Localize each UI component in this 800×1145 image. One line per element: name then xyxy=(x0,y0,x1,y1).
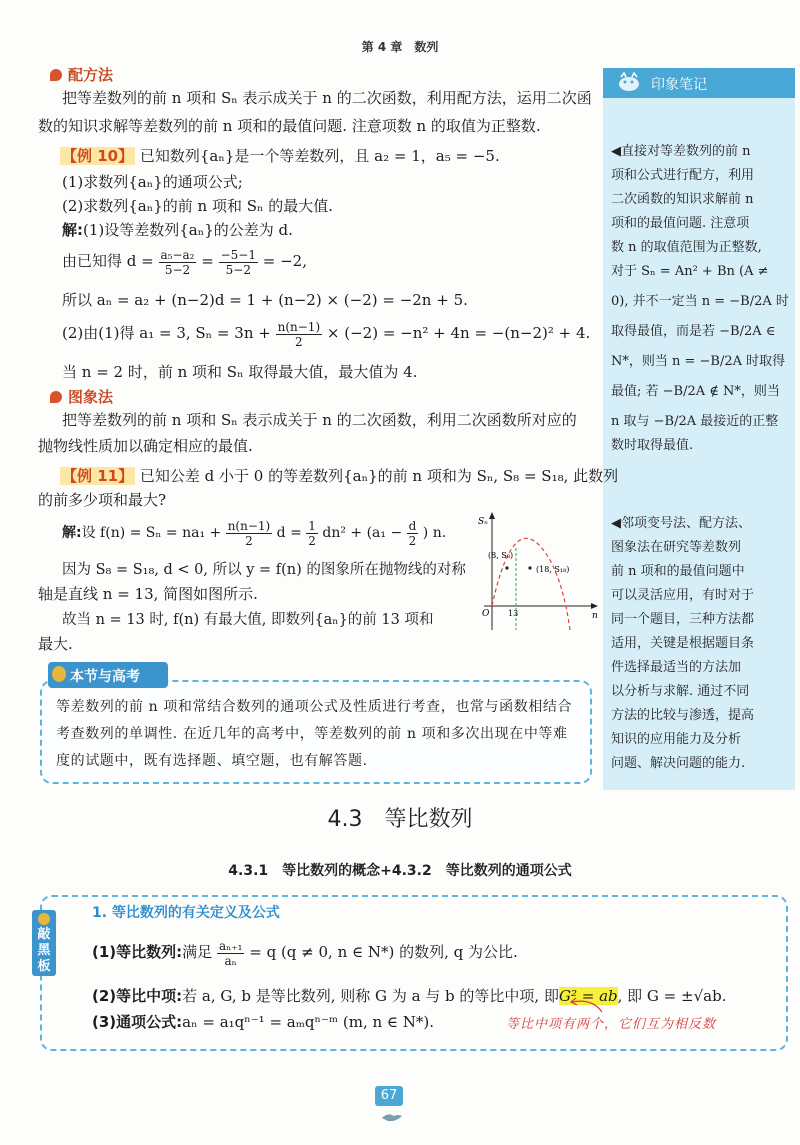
sidebar-title: 印象笔记 xyxy=(651,77,707,93)
acorn-icon xyxy=(38,913,50,925)
method2-para-2: 抛物线性质加以确定相应的最值. xyxy=(38,437,253,455)
definition-label: (2)等比中项: xyxy=(92,987,183,1005)
sidebar-note-2 xyxy=(611,512,789,776)
tick-label: 13 xyxy=(508,609,519,618)
definition-1 xyxy=(92,936,692,968)
highlighted-formula: G² = ab xyxy=(558,987,618,1005)
numerator: aₙ₊₁ xyxy=(218,938,243,953)
point-8-label: (8, S₈) xyxy=(488,551,514,560)
note-line: 问题、解决问题的能力. xyxy=(611,756,746,771)
note-line: 图象法在研究等差数列 xyxy=(611,540,742,555)
method-title-graph xyxy=(50,386,113,407)
denominator: 5−2 xyxy=(225,262,251,277)
knock-board-tab xyxy=(32,910,56,976)
handwritten-note: 等比中项有两个，它们互为相反数 xyxy=(506,1017,717,1032)
numerator: −5−1 xyxy=(220,247,256,262)
denominator: 2 xyxy=(245,533,253,548)
point-8 xyxy=(505,566,508,569)
fraction xyxy=(407,519,419,548)
note-line: 同一个题目，三种方法都 xyxy=(611,612,755,627)
point-18 xyxy=(528,566,531,569)
note-line: 对于 Sₙ = An² + Bn (A ≠ xyxy=(611,264,769,279)
note-line: n 取与 −B/2A 最接近的正整 xyxy=(611,414,779,429)
math-text: (2)由(1)得 a₁ = 3, Sₙ = 3n + xyxy=(62,324,271,342)
example10-sol-2: 由已知得 d = $\frac{\text{a₅−a₂}}{5-2}$ = $\frac{-5-1}{5-2}$ = −2, xyxy=(62,247,307,277)
numerator: d xyxy=(408,518,417,533)
example10-sol-3: 所以 aₙ = a₂ + (n−2)d = 1 + (n−2) × (−2) = −2n + 5. xyxy=(62,291,468,309)
math-text: d = xyxy=(276,525,302,541)
example11-sol-4: 故当 n = 13 时, f(n) 有最大值, 即数列{aₙ}的前 13 项和 xyxy=(62,612,434,628)
numerator: a₅−a₂ xyxy=(160,247,195,262)
numerator: n(n−1) xyxy=(277,319,321,334)
denominator: 5−2 xyxy=(164,262,191,277)
method-title-text: 配方法 xyxy=(68,66,114,84)
note-line: 取得最值，而是若 −B/2A ∈ xyxy=(611,324,776,339)
parabola-sketch xyxy=(474,510,600,638)
note-line: 件选择最适当的方法加 xyxy=(611,660,742,675)
solution-label: 解: xyxy=(62,221,83,239)
math-text: = −2, xyxy=(262,252,307,270)
example-badge: 【例 10】 xyxy=(62,147,134,165)
footer-bird-icon xyxy=(380,1110,404,1124)
denominator: 2 xyxy=(308,533,316,548)
x-axis-label: n xyxy=(592,611,598,621)
method2-para-1: 把等差数列的前 n 项和 Sₙ 表示成关于 n 的二次函数，利用二次函数所对应的 xyxy=(62,411,577,429)
y-axis-label: Sₙ xyxy=(478,517,488,527)
definition-3 xyxy=(92,1010,492,1034)
leaf-icon xyxy=(50,391,62,403)
example-badge: 【例 11】 xyxy=(62,467,134,485)
y-axis-arrow xyxy=(489,512,495,519)
chapter-header: 第 4 章 数列 xyxy=(361,40,439,54)
summary-tag xyxy=(48,662,168,688)
tab-text: 敲黑板 xyxy=(37,927,51,974)
fraction xyxy=(276,320,323,349)
leaf-icon xyxy=(50,69,62,81)
example10-sol-4 xyxy=(62,318,622,349)
example11-sol-3: 轴是直线 n = 13, 简图如图所示. xyxy=(38,585,258,603)
note-line: 知识的应用能力及分析 xyxy=(611,732,742,747)
note-line: 数时取得最值. xyxy=(611,438,694,453)
acorn-icon xyxy=(52,666,66,682)
method1-para-2: 数的知识求解等差数列的前 n 项和的最值问题. 注意项数 n 的取值为正整数. xyxy=(38,117,541,135)
note-line: ◀邻项变号法、配方法、 xyxy=(611,516,751,531)
sidebar-header xyxy=(603,68,795,98)
example11-sol-2: 因为 S₈ = S₁₈, d < 0, 所以 y = f(n) 的图象所在抛物线的对称 xyxy=(62,562,466,578)
definition-2 xyxy=(92,984,727,1008)
example-stem-text: 已知数列{aₙ}是一个等差数列，且 a₂ = 1，a₅ = −5. xyxy=(139,147,500,165)
note-line: 数 n 的取值范围为正整数, xyxy=(611,240,762,255)
numerator: 1 xyxy=(308,518,316,533)
example10-stem xyxy=(60,144,620,168)
x-axis-arrow xyxy=(591,603,598,609)
section-title: 4.3 等比数列 xyxy=(327,807,473,832)
note-line: N*，则当 n = −B/2A 时取得 xyxy=(611,354,786,369)
note-line: 适用，关键是根据题目条 xyxy=(611,636,755,651)
definition-label: (1)等比数列: xyxy=(92,943,183,961)
example11-stem-1 xyxy=(60,464,620,488)
method-title-completing-square xyxy=(50,64,113,85)
denominator: 2 xyxy=(408,533,417,548)
sidebar-note-1 xyxy=(611,140,789,458)
note-line: 项和公式进行配方，利用 xyxy=(611,168,755,183)
example-stem-text: 已知公差 d 小于 0 的等差数列{aₙ}的前 n 项和为 Sₙ, S₈ = S₁₈, 此数列 xyxy=(139,467,619,485)
note-line: ◀直接对等差数列的前 n xyxy=(611,144,751,159)
fraction xyxy=(159,248,197,277)
note-line: 以分析与求解. 通过不同 xyxy=(611,684,750,699)
definition-label: (3)通项公式: xyxy=(92,1013,183,1031)
page-number: 67 xyxy=(375,1086,403,1106)
example10-q1: (1)求数列{aₙ}的通项公式; xyxy=(62,173,243,191)
note-line: 前 n 项和的最值问题中 xyxy=(611,564,745,579)
math-text: 设 f(n) = Sₙ = na₁ + xyxy=(81,525,222,541)
note-line: 最值; 若 −B/2A ∉ N*，则当 xyxy=(611,384,780,399)
example10-q2: (2)求数列{aₙ}的前 n 项和 Sₙ 的最大值. xyxy=(62,197,334,215)
method1-para-1: 把等差数列的前 n 项和 Sₙ 表示成关于 n 的二次函数，利用配方法，运用二次函 xyxy=(62,89,592,107)
math-text: dn² + (a₁ − xyxy=(322,525,403,541)
example10-sol-1 xyxy=(62,218,622,242)
summary-tag-text: 本节与高考 xyxy=(70,669,140,685)
denominator: 2 xyxy=(295,334,303,349)
note-line: 项和的最值问题. 注意项 xyxy=(611,216,750,231)
solution-text: (1)设等差数列{aₙ}的公差为 d. xyxy=(83,221,293,239)
numerator: n(n−1) xyxy=(227,518,271,533)
example10-sol-5: 当 n = 2 时，前 n 项和 Sₙ 取得最大值，最大值为 4. xyxy=(62,363,418,381)
math-text: aₙ = a₁qⁿ⁻¹ = aₘqⁿ⁻ᵐ (m, n ∈ N*). xyxy=(182,1013,435,1031)
denominator: aₙ xyxy=(224,953,237,968)
fraction xyxy=(217,939,245,968)
math-text: , 即 G = ±√ab. xyxy=(617,987,727,1005)
note-line: 可以灵活应用，有时对于 xyxy=(611,588,755,603)
section-subtitle: 4.3.1 等比数列的概念+4.3.2 等比数列的通项公式 xyxy=(228,863,572,879)
fraction xyxy=(306,519,318,548)
note-line: 方法的比较与渗透，提高 xyxy=(611,708,755,723)
math-text: × (−2) = −n² + 4n = −(n−2)² + 4. xyxy=(326,324,591,342)
example11-stem-2: 的前多少项和最大? xyxy=(38,491,167,509)
fraction xyxy=(226,519,273,548)
note-line: 0), 并不一定当 n = −B/2A 时 xyxy=(611,294,789,309)
method-title-text: 图象法 xyxy=(68,388,114,406)
summary-text: 等差数列的前 n 项和常结合数列的通项公式及性质进行考查，也常与函数相结合考查数列的单调性. 在近几年的高考中，等差数列的前 n 项和多次出现在中等难度的试题中，既有选择题、填空题，也有解答题. xyxy=(56,699,573,769)
math-text: 若 a, G, b 是等比数列, 则称 G 为 a 与 b 的等比中项, 即 xyxy=(182,987,559,1005)
math-text: ) n. xyxy=(422,525,447,541)
math-text: 由已知得 d = xyxy=(62,252,154,270)
point-18-label: (18, S₁₈) xyxy=(536,565,570,574)
definitions-title: 1. 等比数列的有关定义及公式 xyxy=(92,905,280,921)
origin-label: O xyxy=(482,609,490,619)
example11-sol-5: 最大. xyxy=(38,635,73,653)
solution-label: 解: xyxy=(62,525,82,541)
note-line: 二次函数的知识求解前 n xyxy=(611,192,754,207)
math-text: 满足 xyxy=(182,943,213,961)
handwritten-arrow xyxy=(566,996,606,1014)
fraction xyxy=(219,248,258,277)
math-text: = q (q ≠ 0, n ∈ N*) 的数列, q 为公比. xyxy=(249,943,518,961)
